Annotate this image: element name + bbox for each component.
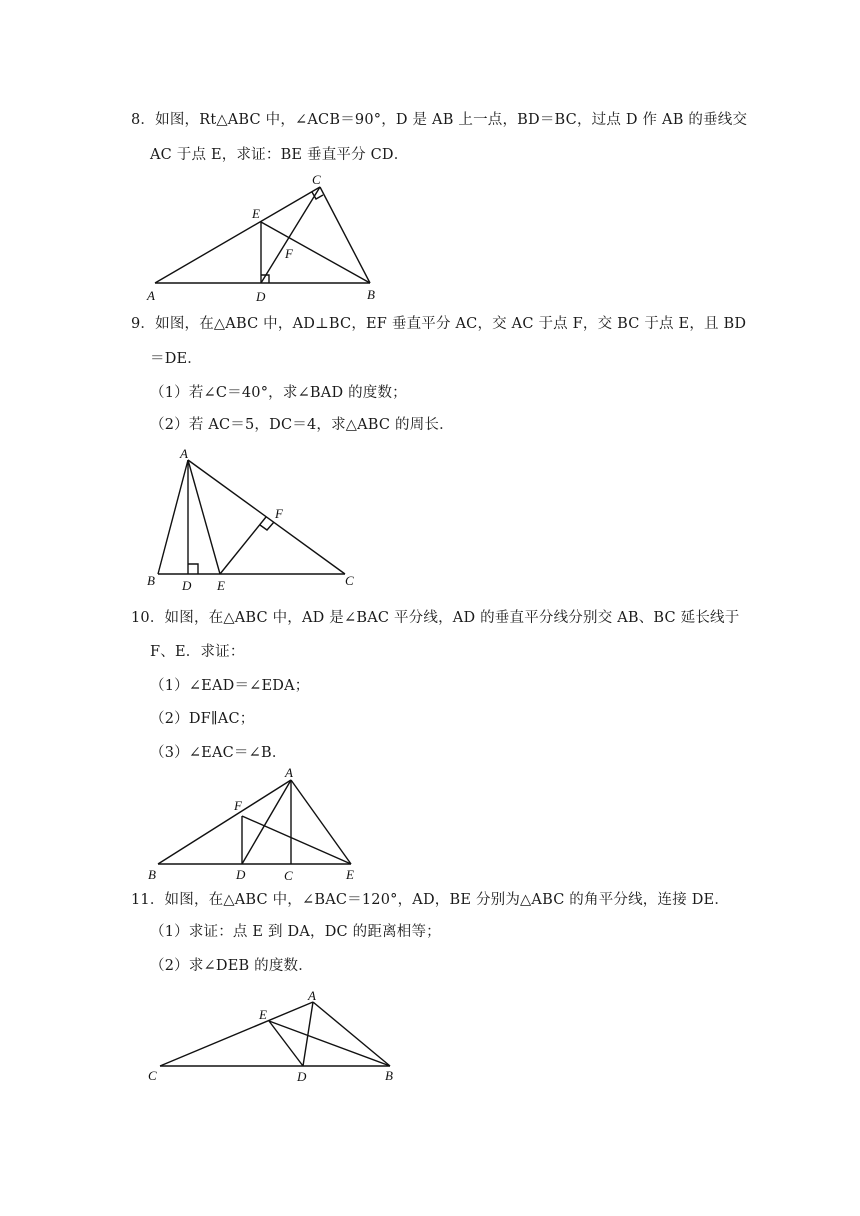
segment-ef bbox=[220, 517, 266, 574]
segment-cd bbox=[261, 187, 320, 283]
problem-8-line-1: 8．如图，Rt△ABC 中，∠ACB＝90°，D 是 AB 上一点，BD＝BC，过点 D 作 AB 的垂线交 bbox=[131, 112, 748, 128]
segment-ab bbox=[158, 460, 188, 574]
problem-8-line-2: AC 于点 E，求证：BE 垂直平分 CD． bbox=[150, 147, 409, 163]
problem-10-part-3: （3）∠EAC＝∠B． bbox=[150, 745, 287, 761]
problem-10-figure bbox=[140, 762, 370, 887]
problem-10-part-1: （1）∠EAD＝∠EDA； bbox=[150, 678, 310, 694]
label-f: F bbox=[275, 506, 283, 521]
segment-ac bbox=[188, 460, 345, 574]
problem-10-part-2: （2）DF∥AC； bbox=[150, 711, 255, 727]
problem-11-figure bbox=[140, 985, 410, 1090]
problem-9-part-2: （2）若 AC＝5，DC＝4，求△ABC 的周长． bbox=[150, 417, 454, 433]
label-c: C bbox=[148, 1068, 157, 1083]
label-d: D bbox=[297, 1069, 307, 1084]
label-a: A bbox=[308, 988, 316, 1003]
problem-11-line-1: 11．如图，在△ABC 中，∠BAC＝120°，AD，BE 分别为△ABC 的角平分线，连接 DE． bbox=[131, 892, 730, 908]
problem-11-part-2: （2）求∠DEB 的度数． bbox=[150, 958, 313, 974]
segment-ca bbox=[160, 1002, 313, 1066]
label-d: D bbox=[236, 867, 246, 882]
problem-10-line-2: F、E．求证： bbox=[150, 644, 245, 660]
problem-11-part-1: （1）求证：点 E 到 DA，DC 的距离相等； bbox=[150, 924, 441, 940]
right-angle-mark-d bbox=[188, 564, 198, 574]
segment-ae bbox=[188, 460, 220, 574]
segment-ad bbox=[242, 780, 291, 864]
segment-be bbox=[269, 1021, 390, 1066]
label-c: C bbox=[284, 868, 293, 883]
right-angle-mark-f bbox=[260, 522, 274, 530]
label-d: D bbox=[182, 578, 192, 593]
problem-9-line-2: ＝DE． bbox=[150, 351, 203, 367]
problem-9-figure bbox=[140, 440, 370, 595]
label-f: F bbox=[234, 798, 242, 813]
label-b: B bbox=[385, 1068, 393, 1083]
segment-ab bbox=[313, 1002, 390, 1066]
segment-ba bbox=[158, 780, 291, 864]
label-d: D bbox=[256, 289, 266, 304]
label-a: A bbox=[147, 288, 155, 303]
label-f: F bbox=[285, 246, 293, 261]
problem-10-line-1: 10．如图，在△ABC 中，AD 是∠BAC 平分线，AD 的垂直平分线分别交 AB、BC 延长线于 bbox=[131, 610, 740, 626]
label-e: E bbox=[217, 578, 225, 593]
problem-9-part-1: （1）若∠C＝40°，求∠BAD 的度数； bbox=[150, 385, 407, 401]
label-a: A bbox=[285, 765, 293, 780]
label-e: E bbox=[259, 1007, 267, 1022]
label-b: B bbox=[147, 573, 155, 588]
problem-8-figure bbox=[140, 170, 400, 305]
problem-9-line-1: 9．如图，在△ABC 中，AD⊥BC，EF 垂直平分 AC，交 AC 于点 F，交 BC 于点 E，且 BD bbox=[131, 316, 747, 332]
label-e: E bbox=[252, 206, 260, 221]
segment-ac bbox=[155, 187, 320, 283]
label-c: C bbox=[345, 573, 354, 588]
label-c: C bbox=[312, 172, 321, 187]
label-b: B bbox=[367, 287, 375, 302]
label-e: E bbox=[346, 867, 354, 882]
label-b: B bbox=[148, 867, 156, 882]
label-a: A bbox=[180, 446, 188, 461]
